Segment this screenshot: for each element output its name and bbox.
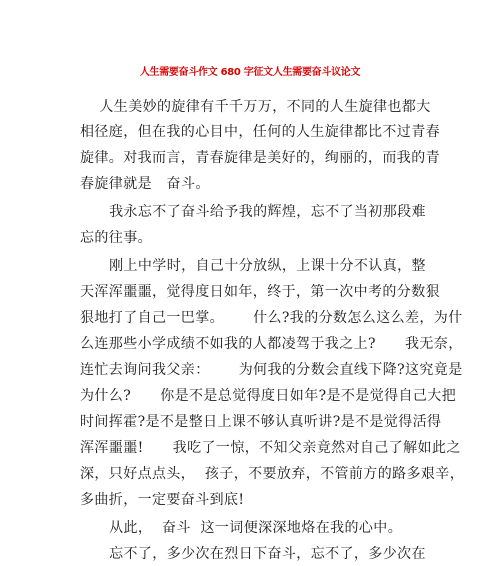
- paragraph-line: 旋律。对我而言，青春旋律是美好的，绚丽的，而我的青: [80, 150, 440, 166]
- paragraph-line: 忘的往事。: [80, 230, 152, 246]
- paragraph-line: 连忙去询问我父亲： 为何我的分数会直线下降?这究竟是: [80, 362, 463, 378]
- paragraph-line: 深，只好点点头， 孩子，不要放弃，不管前方的路多艰辛，: [80, 466, 465, 482]
- document-title: 人生需要奋斗作文 680 字征文人生需要奋斗议论文: [139, 67, 361, 78]
- paragraph-line: 多曲折，一定要奋斗到底!: [80, 492, 245, 508]
- paragraph-line: 时间挥霍?是不是整日上课不够认真听讲?是不是觉得活得: [80, 414, 442, 430]
- paragraph-line: 么连那些小学成绩不如我的人都凌驾于我之上? 我无奈，: [80, 336, 463, 352]
- paragraph-line: 人生美妙的旋律有千千万万，不同的人生旋律也都大: [80, 99, 431, 115]
- paragraph-line: 为什么? 你是不是总觉得度日如年?是不是觉得自己大把: [80, 388, 457, 404]
- paragraph-line: 天浑浑噩噩，觉得度日如年，终于，第一次中考的分数狠: [80, 284, 440, 300]
- paragraph-line: 我永忘不了奋斗给予我的辉煌，忘不了当初那段难: [80, 204, 426, 220]
- paragraph-line: 忘不了，多少次在烈日下奋斗，忘不了，多少次在: [80, 546, 426, 562]
- paragraph-line: 从此， 奋斗 这一词便深深地烙在我的心中。: [80, 520, 403, 536]
- paragraph-line: 春旋律就是 奋斗。: [80, 176, 210, 192]
- paragraph-line: 浑浑噩噩! 我吃了一惊，不知父亲竟然对自己了解如此之: [80, 440, 461, 456]
- paragraph-line: 狠地打了自己一巴掌。 什么?我的分数怎么这么差，为什: [80, 310, 463, 326]
- paragraph-line: 刚上中学时，自己十分放纵，上课十分不认真，整: [80, 258, 426, 274]
- paragraph-line: 相径庭，但在我的心目中，任何的人生旋律都比不过青春: [80, 124, 440, 140]
